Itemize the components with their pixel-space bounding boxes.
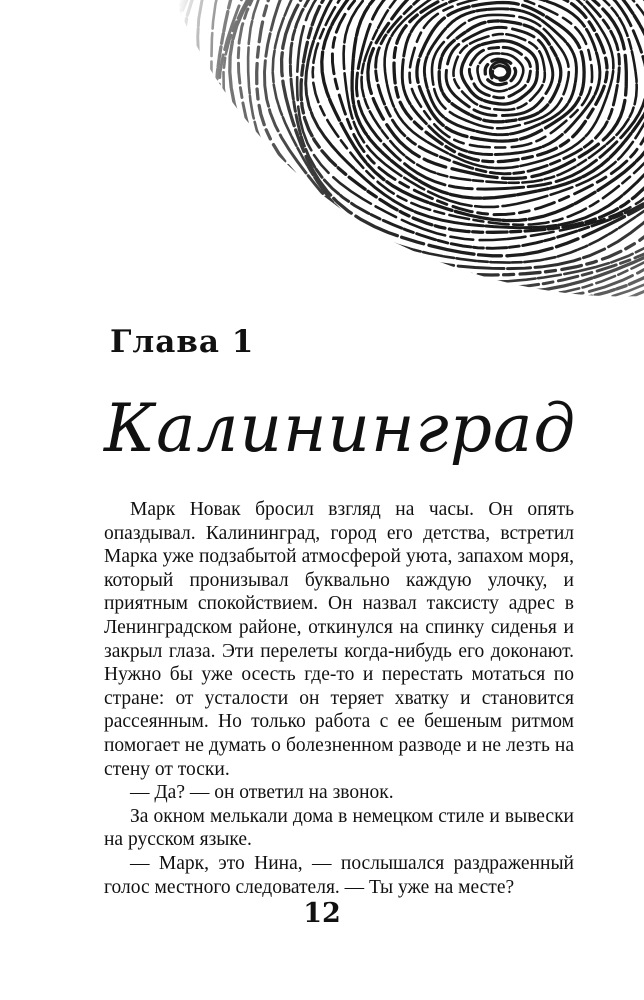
body-text <box>104 498 574 899</box>
fingerprint-icon <box>0 0 644 310</box>
fingerprint-ridge <box>493 66 508 79</box>
paragraph: — Да? — он ответил на звонок. <box>130 782 394 804</box>
page-number: 12 <box>303 898 341 929</box>
chapter-title: Калининград <box>104 390 577 467</box>
chapter-label: Глава 1 <box>110 324 255 360</box>
paragraph: Марк Новак бросил взгляд на часы. Он опять опаздывал. Калининград, город его детства, встретил Марка уже подзабытой атмосферой уюта, запахом моря, который пронизывал буквально каждую улочку, и приятным спокойствием. Он назвал таксисту адрес в Ленинградском районе, откинулся на спинку сиденья и закрыл глаза. Эти перелеты когда-нибудь его доконают. Нужно бы уже осесть где-то и перестать мотаться по стране: от усталости он теряет хватку и становится рассеянным. Но только работа с ее бешеным ритмом помогает не думать о болезненном разводе и не лезть на стену от тоски. <box>104 499 574 780</box>
fingerprint-ridge <box>198 0 644 310</box>
paragraph: — Марк, это Нина, — послышался раздраженный голос местного следователя. — Ты уже на месте? <box>104 852 574 898</box>
paragraph: За окном мелькали дома в немецком стиле и вывески на русском языке. <box>104 805 574 851</box>
fingerprint-ridge <box>461 41 537 104</box>
fingerprint-ridge <box>439 21 561 122</box>
